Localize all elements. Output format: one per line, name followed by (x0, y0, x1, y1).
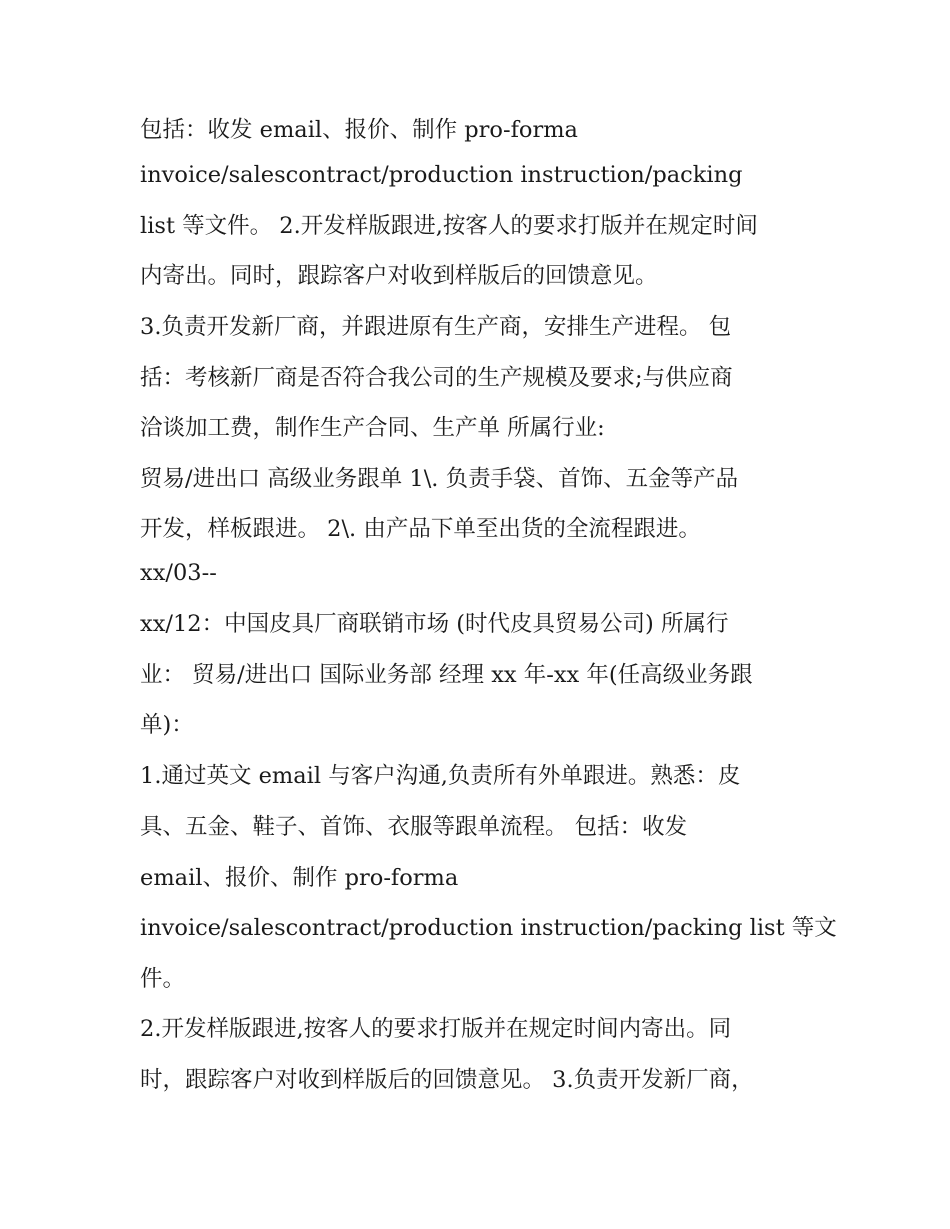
text-line: 2.开发样版跟进,按客人的要求打版并在规定时间内寄出。同 (140, 1016, 732, 1042)
text-line: 业： 贸易/进出口 国际业务部 经理 xx 年-xx 年(任高级业务跟 (140, 662, 753, 688)
text-line: 时，跟踪客户对收到样版后的回馈意见。 3.负责开发新厂商， (140, 1067, 754, 1093)
text-line: 贸易/进出口 高级业务跟单 1\. 负责手袋、首饰、五金等产品 (140, 466, 739, 492)
text-line: 1.通过英文 email 与客户沟通,负责所有外单跟进。熟悉：皮 (140, 763, 741, 789)
text-line: email、报价、制作 pro-forma (140, 865, 459, 891)
text-line: 包括：收发 email、报价、制作 pro-forma (140, 117, 578, 143)
text-line: 件。 (140, 966, 186, 992)
text-line: invoice/salescontract/production instruction/packing (140, 162, 743, 188)
text-line: 内寄出。同时，跟踪客户对收到样版后的回馈意见。 (140, 263, 658, 289)
text-line: list 等文件。 2.开发样版跟进,按客人的要求打版并在规定时间 (140, 213, 758, 239)
text-line: 括：考核新厂商是否符合我公司的生产规模及要求;与供应商 (140, 365, 733, 391)
text-line: 3.负责开发新厂商，并跟进原有生产商，安排生产进程。 包 (140, 314, 732, 340)
text-line: 洽谈加工费，制作生产合同、生产单 所属行业: (140, 415, 605, 441)
text-line: 具、五金、鞋子、首饰、衣服等跟单流程。 包括：收发 (140, 814, 688, 840)
text-line: 单)： (140, 712, 194, 738)
text-line: xx/12：中国皮具厂商联销市场 (时代皮具贸易公司) 所属行 (140, 611, 729, 637)
text-line: invoice/salescontract/production instruction/packing list 等文 (140, 915, 837, 941)
text-line: 开发，样板跟进。 2\. 由产品下单至出货的全流程跟进。 (140, 516, 701, 542)
text-line: xx/03-- (140, 560, 217, 586)
